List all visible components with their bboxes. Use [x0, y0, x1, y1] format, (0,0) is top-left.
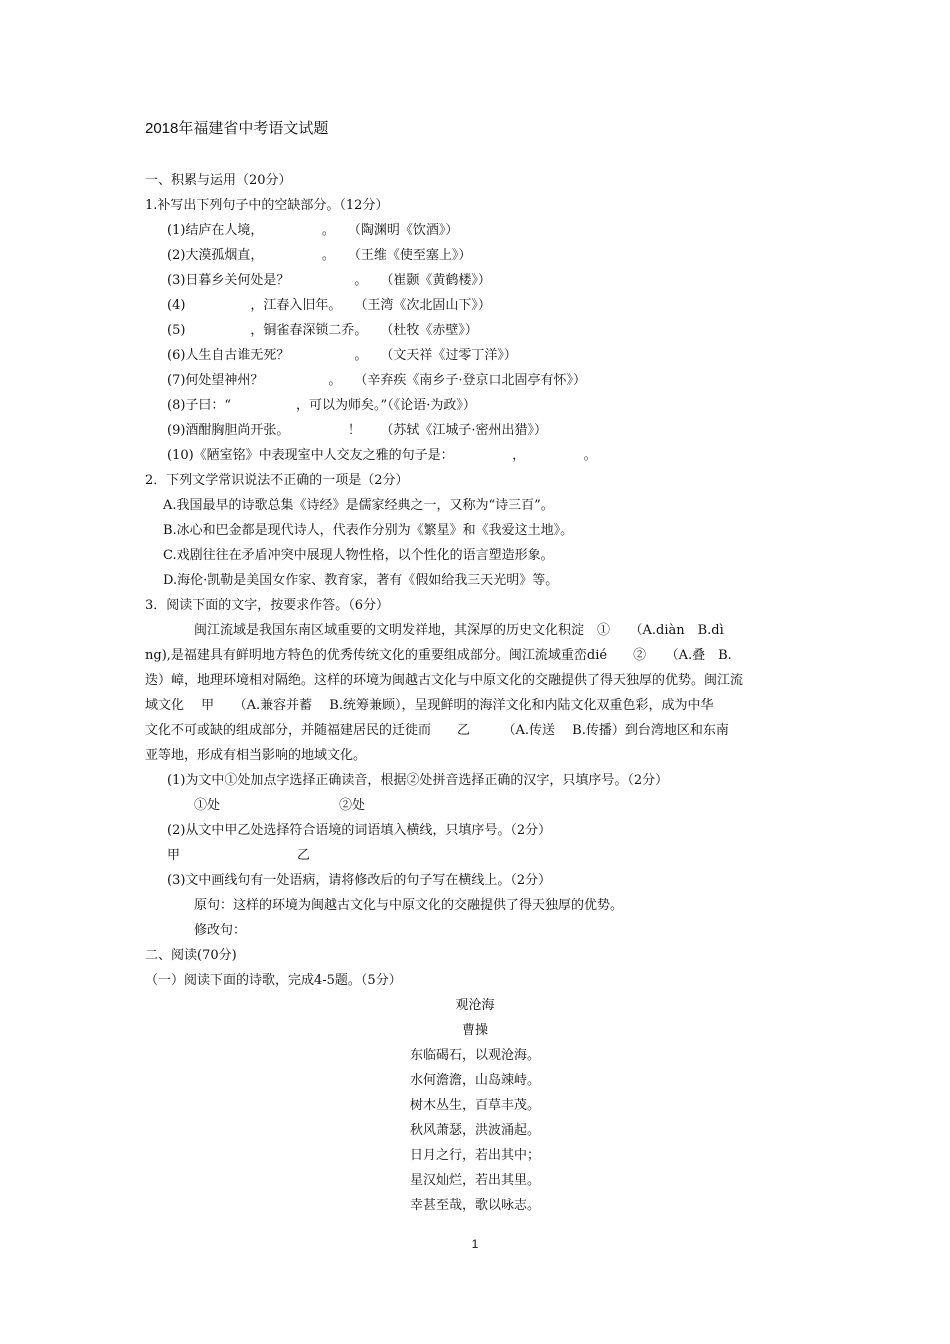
page-title: 2018年福建省中考语文试题: [145, 120, 329, 137]
q2-option: B.冰心和巴金都是现代诗人，代表作分别为《繁星》和《我爱这土地》。: [163, 523, 574, 538]
q3-answer-blank: ①处: [194, 798, 221, 813]
q2-option: A.我国最早的诗歌总集《诗经》是儒家经典之一，又称为“诗三百”。: [163, 498, 554, 513]
q3-subquestion: (2)从文中甲乙处选择符合语境的词语填入横线，只填序号。（2分）: [167, 823, 552, 838]
q3-original-sentence: 原句：这样的环境为闽越古文化与中原文化的交融提供了得天独厚的优势。: [194, 898, 624, 913]
q3-answer-blank: 甲: [167, 848, 181, 863]
q3-passage-line: 闽江流域是我国东南区域重要的文明发祥地，其深厚的历史文化积淀 ① （A.diàn B.dì: [194, 623, 724, 638]
poem-line: 星汉灿烂，若出其里。: [409, 1173, 540, 1188]
q1-item: (9)酒酣胸胆尚开张。 ！ （苏轼《江城子·密州出猎》）: [167, 423, 548, 438]
poem-line: 幸甚至哉，歌以咏志。: [409, 1198, 540, 1213]
q3-subquestion: (3)文中画线句有一处语病，请将修改后的句子写在横线上。（2分）: [167, 873, 552, 888]
q3-passage-line: 迭）嶂，地理环境相对隔绝。这样的环境为闽越古文化与中原文化的交融提供了得天独厚的优势。闽江流: [145, 673, 744, 688]
poem-author: 曹操: [461, 1023, 488, 1038]
poem-title: 观沧海: [455, 998, 495, 1013]
q3-passage-line: 亚等地，形成有相当影响的地域文化。: [145, 748, 367, 763]
question-3-stem: 3．阅读下面的文字，按要求作答。（6分）: [145, 598, 390, 613]
q1-item: (2)大漠孤烟直， 。 （王维《使至塞上》）: [167, 248, 472, 263]
q3-answer-blank: ②处: [339, 798, 366, 813]
q2-option: D.海伦·凯勒是美国女作家、教育家，著有《假如给我三天光明》等。: [163, 573, 559, 588]
poem-line: 日月之行，若出其中；: [409, 1148, 540, 1163]
q3-revised-sentence: 修改句：: [194, 923, 247, 938]
q1-item: (10)《陋室铭》中表现室中人交友之雅的句子是： ， 。: [167, 448, 597, 463]
q1-item: (4) ，江春入旧年。 （王湾《次北固山下》）: [167, 298, 491, 313]
poem-line: 东临碣石，以观沧海。: [409, 1048, 540, 1063]
section-heading: 二、阅读(70分): [145, 948, 237, 963]
q1-item: (3)日暮乡关何处是？ 。 （崔颢《黄鹤楼》）: [167, 273, 491, 288]
q3-answer-blank: 乙: [297, 848, 311, 863]
q1-item: (8)子曰：“ ，可以为师矣。”（《论语·为政》）: [167, 398, 476, 413]
question-2-stem: 2．下列文学常识说法不正确的一项是（2分）: [145, 473, 409, 488]
subsection-heading: （一）阅读下面的诗歌，完成4-5题。（5分）: [145, 973, 402, 988]
question-1-stem: 1.补写出下列句子中的空缺部分。（12分）: [145, 198, 389, 213]
q2-option: C.戏剧往往在矛盾冲突中展现人物性格，以个性化的语言塑造形象。: [163, 548, 554, 563]
page-number: 1: [471, 1237, 479, 1251]
q1-item: (6)人生自古谁无死？ 。 （文天祥《过零丁洋》）: [167, 348, 517, 363]
section-heading: 一、积累与运用（20分）: [145, 173, 292, 188]
poem-line: 水何澹澹，山岛竦峙。: [409, 1073, 540, 1088]
q3-passage-line: 域文化 甲 （A.兼容并蓄 B.统筹兼顾），呈现鲜明的海洋文化和内陆文化双重色彩，成为中华: [145, 698, 714, 713]
q3-subquestion: (1)为文中①处加点字选择正确读音，根据②处拼音选择正确的汉字，只填序号。（2分）: [167, 773, 669, 788]
q1-item: (7)何处望神州？ 。 （辛弃疾《南乡子·登京口北固亭有怀》）: [167, 373, 587, 388]
poem-line: 树木丛生，百草丰茂。: [409, 1098, 540, 1113]
q3-passage-line: ng),是福建具有鲜明地方特色的优秀传统文化的重要组成部分。闽江流域重峦dié ② （A.叠 B.: [145, 648, 732, 663]
poem-line: 秋风萧瑟，洪波涌起。: [409, 1123, 540, 1138]
q1-item: (5) ，铜雀春深锁二乔。 （杜牧《赤壁》）: [167, 323, 478, 338]
q1-item: (1)结庐在人境， 。 （陶渊明《饮酒》）: [167, 223, 459, 238]
q3-passage-line: 文化不可或缺的组成部分，并随福建居民的迁徙而 乙 （A.传送 B.传播）到台湾地区和东南: [145, 723, 729, 738]
